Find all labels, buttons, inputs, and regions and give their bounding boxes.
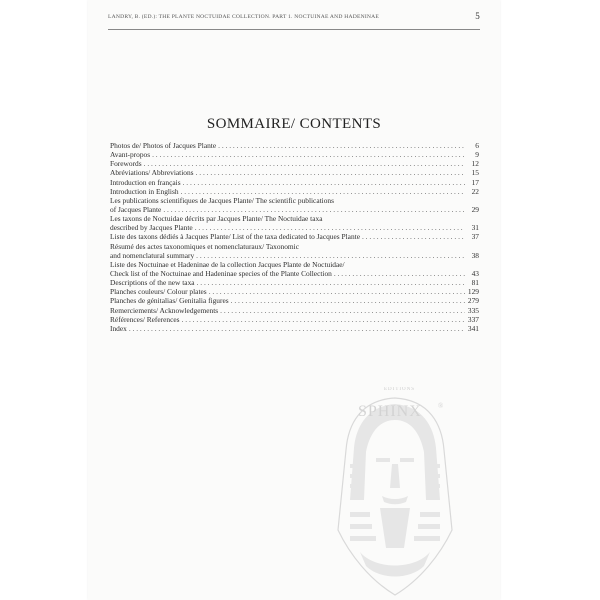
page-title: SOMMAIRE/ CONTENTS <box>206 116 382 132</box>
toc-entry-title: Remerciements/ Acknowledgements <box>110 305 219 315</box>
toc-entry-page: 38 <box>471 250 479 260</box>
toc-entry <box>110 287 479 296</box>
toc-entry <box>110 278 479 287</box>
toc-entry <box>110 178 479 187</box>
toc-entry <box>110 187 479 196</box>
toc-entry-page: 43 <box>471 268 479 278</box>
toc-entry <box>110 242 479 251</box>
toc-leader-dots <box>152 150 465 159</box>
book-page <box>88 0 500 600</box>
toc-entry-page: 279 <box>467 296 479 306</box>
toc-leader-dots <box>231 296 465 305</box>
toc-entry-page: 341 <box>467 323 479 333</box>
toc-leader-dots <box>183 178 465 187</box>
toc-entry-title: Forewords <box>110 159 142 169</box>
toc-leader-dots <box>362 232 465 241</box>
toc-leader-dots <box>197 278 465 287</box>
toc-leader-dots <box>220 306 465 315</box>
toc-leader-dots <box>144 159 465 168</box>
toc-entry-page: 6 <box>475 141 479 150</box>
toc-entry-title: Abréviations/ Abbreviations <box>110 168 194 178</box>
toc-entry <box>110 214 479 223</box>
toc-entry-page: 17 <box>471 177 479 187</box>
table-of-contents <box>110 141 479 333</box>
toc-entry <box>110 315 479 324</box>
toc-leader-dots <box>334 269 465 278</box>
toc-entry-page: 129 <box>467 287 479 297</box>
toc-entry-title: and nomenclatural summary <box>110 250 195 260</box>
toc-leader-dots <box>182 315 465 324</box>
toc-entry-page: 15 <box>471 168 479 178</box>
toc-entry <box>110 159 479 168</box>
toc-leader-dots <box>195 223 465 232</box>
logo-registered: ® <box>438 402 444 410</box>
running-head <box>108 11 480 30</box>
toc-entry <box>110 141 479 150</box>
toc-entry-page: 335 <box>467 305 479 315</box>
toc-entry-page: 81 <box>471 278 479 288</box>
toc-entry-title: Introduction en français <box>110 177 181 187</box>
logo-small-text: EDITIONS <box>384 387 416 392</box>
toc-entry-title: Avant-propos <box>110 150 151 160</box>
logo-text: SPHINX <box>358 403 422 420</box>
toc-entry <box>110 232 479 241</box>
toc-entry-title: Les publications scientifiques de Jacques Plante/ The scientific publications <box>110 195 334 205</box>
toc-entry-page: 37 <box>471 232 479 242</box>
toc-entry <box>110 223 479 232</box>
toc-entry <box>110 296 479 305</box>
toc-entry-title: Les taxons de Noctuidae décrits par Jacques Plante/ The Noctuidae taxa <box>110 214 323 224</box>
toc-entry-title: Index <box>110 323 127 333</box>
toc-entry <box>110 205 479 214</box>
toc-entry-title: Photos de/ Photos of Jacques Plante <box>110 141 217 150</box>
toc-entry <box>110 260 479 269</box>
toc-entry-page: 22 <box>471 186 479 196</box>
toc-entry <box>110 251 479 260</box>
toc-entry-title: Introduction in English <box>110 186 179 196</box>
toc-entry <box>110 168 479 177</box>
toc-entry <box>110 306 479 315</box>
toc-entry-title: of Jacques Plante <box>110 204 162 214</box>
toc-entry-page: 12 <box>471 159 479 169</box>
toc-entry-title: Liste des taxons dédiés à Jacques Plante/ List of the taxa dedicated to Jacques Plante <box>110 232 360 242</box>
toc-entry-title: Planches couleurs/ Colour plates <box>110 287 207 297</box>
toc-leader-dots <box>181 187 465 196</box>
toc-entry-page: 31 <box>471 223 479 233</box>
toc-entry <box>110 196 479 205</box>
sphinx-watermark-logo <box>320 380 470 600</box>
toc-entry-page: 9 <box>475 150 479 160</box>
toc-leader-dots <box>129 324 465 333</box>
toc-entry <box>110 324 479 333</box>
toc-entry-title: Planches de génitalias/ Genitalia figures <box>110 296 229 306</box>
running-head-text: LANDRY, B. (ED.): THE PLANTE NOCTUIDAE COLLECTION. PART 1. NOCTUINAE AND HADENINAE <box>108 14 379 20</box>
toc-entry-title: described by Jacques Plante <box>110 223 193 233</box>
toc-leader-dots <box>209 287 465 296</box>
toc-entry <box>110 269 479 278</box>
toc-entry-title: Liste des Noctuinae et Hadeninae de la collection Jacques Plante de Noctuidae/ <box>110 259 345 269</box>
toc-leader-dots <box>163 205 465 214</box>
toc-entry-title: Résumé des actes taxonomiques et nomenclaturaux/ Taxonomic <box>110 241 299 251</box>
header-rule <box>108 29 480 30</box>
toc-entry <box>110 150 479 159</box>
toc-leader-dots <box>218 141 465 150</box>
toc-entry-page: 337 <box>467 314 479 324</box>
page-number: 5 <box>475 11 480 21</box>
toc-leader-dots <box>196 168 465 177</box>
toc-entry-title: Check list of the Noctuinae and Hadeninae species of the Plante Collection <box>110 268 332 278</box>
toc-entry-title: Références/ References <box>110 314 180 324</box>
toc-entry-title: Descriptions of the new taxa <box>110 278 195 288</box>
toc-entry-page: 29 <box>471 204 479 214</box>
toc-leader-dots <box>196 251 465 260</box>
